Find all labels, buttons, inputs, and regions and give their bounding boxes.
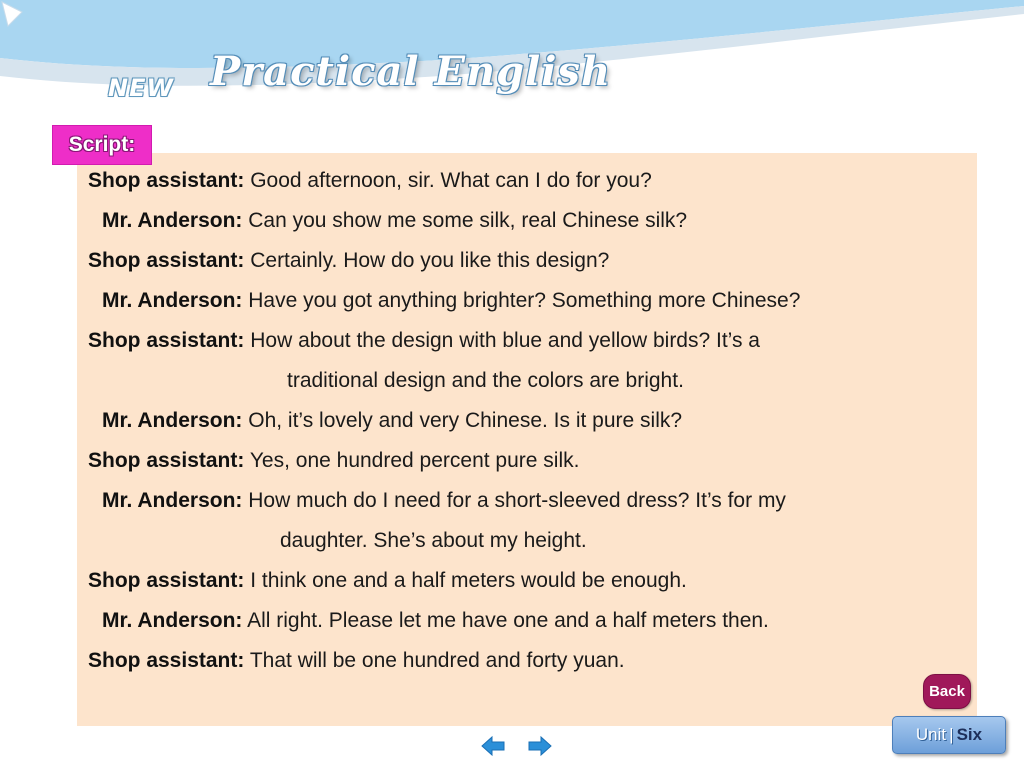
triangle-arrow-icon [0, 0, 24, 28]
speaker-label: Mr. Anderson: [102, 489, 243, 512]
unit-value: Six [956, 725, 983, 744]
speaker-label: Mr. Anderson: [102, 209, 243, 232]
dialog-text: Oh, it’s lovely and very Chinese. Is it pure silk? [248, 409, 683, 432]
dialog-line [88, 568, 687, 594]
dialog-text: Yes, one hundred percent pure silk. [249, 449, 580, 472]
speaker-label: Shop assistant: [88, 649, 245, 672]
dialog-text: Have you got anything brighter? Something more Chinese? [248, 289, 801, 312]
dialog-line [102, 408, 682, 434]
dialog-text: traditional design and the colors are bright. [287, 369, 684, 392]
speaker-label: Shop assistant: [88, 449, 245, 472]
dialog-line [88, 648, 625, 674]
script-label: Script: [52, 125, 152, 165]
dialog-line-continuation [287, 368, 684, 394]
speaker-label: Mr. Anderson: [102, 409, 243, 432]
arrow-left-icon[interactable] [480, 734, 506, 758]
dialog-line [88, 448, 579, 474]
dialog-text: All right. Please let me have one and a half meters then. [247, 609, 769, 632]
dialog-text: Can you show me some silk, real Chinese silk? [248, 209, 688, 232]
dialog-text: How much do I need for a short-sleeved dress? It’s for my [248, 489, 786, 512]
dialog-line [88, 328, 760, 354]
header-banner [0, 0, 1024, 120]
dialog-text: Certainly. How do you like this design? [250, 249, 610, 272]
unit-label: Unit [915, 725, 947, 744]
dialog-line-continuation [280, 528, 587, 554]
dialog-text: How about the design with blue and yellow birds? It’s a [250, 329, 760, 352]
logo-new-text: NEW [108, 74, 174, 102]
dialog-text: That will be one hundred and forty yuan. [249, 649, 625, 672]
unit-button[interactable] [892, 716, 1006, 754]
arrow-right-icon[interactable] [527, 734, 553, 758]
logo-title: Practical English [210, 48, 612, 95]
speaker-label: Mr. Anderson: [102, 289, 243, 312]
unit-separator: | [949, 725, 954, 744]
dialog-line [88, 248, 609, 274]
speaker-label: Shop assistant: [88, 169, 245, 192]
back-button[interactable]: Back [923, 674, 971, 709]
dialog-line [88, 168, 652, 194]
speaker-label: Mr. Anderson: [102, 609, 243, 632]
dialog-line [102, 208, 687, 234]
dialog-line [102, 288, 800, 314]
speaker-label: Shop assistant: [88, 569, 245, 592]
dialog-text: I think one and a half meters would be enough. [250, 569, 687, 592]
dialog-line [102, 488, 786, 514]
dialog-line [102, 608, 769, 634]
speaker-label: Shop assistant: [88, 249, 245, 272]
speaker-label: Shop assistant: [88, 329, 245, 352]
dialog-text: Good afternoon, sir. What can I do for you? [250, 169, 652, 192]
dialog-text: daughter. She’s about my height. [280, 529, 587, 552]
script-panel [77, 153, 977, 726]
